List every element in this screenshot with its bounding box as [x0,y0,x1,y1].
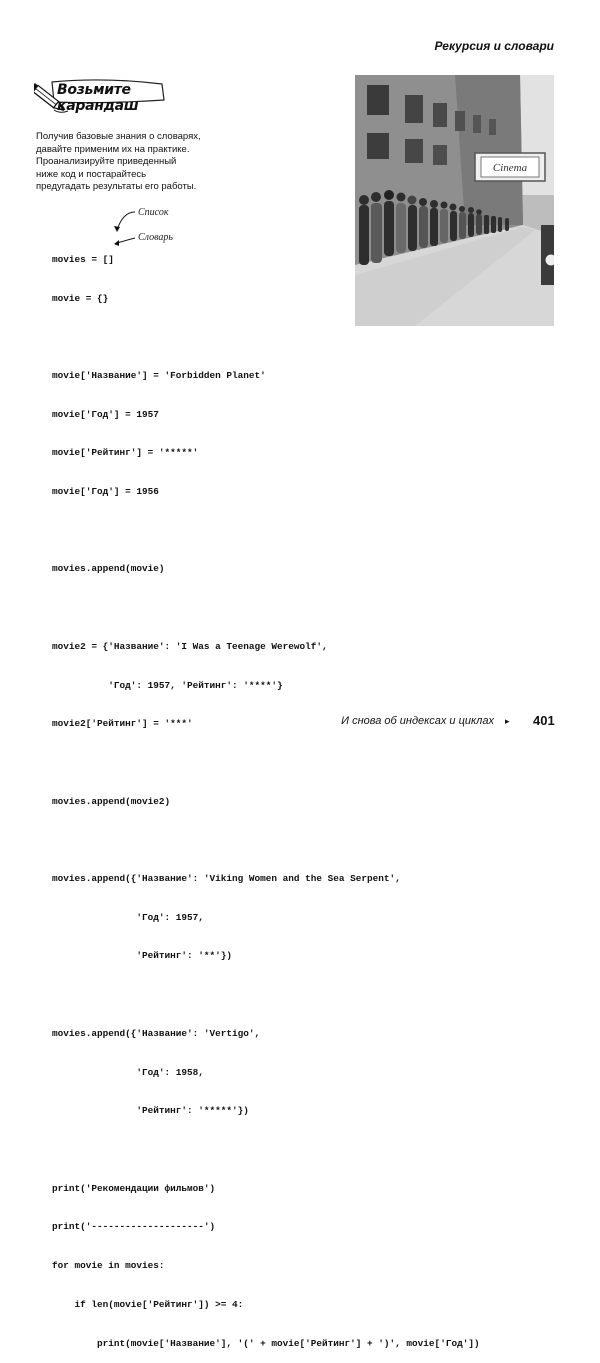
code-line: movie['Название'] = 'Forbidden Planet' [52,369,266,381]
code-line [52,834,480,847]
code-line [52,331,480,344]
code-line: 'Год': 1957, 'Рейтинг': '****'} [52,679,283,691]
intro-line: предугадать результаты его работы. [36,181,197,192]
chapter-title: Рекурсия и словари [434,39,554,53]
code-line: 'Рейтинг': '**'}) [52,950,233,962]
intro-line: давайте применим их на практике. [36,143,190,155]
code-line: print('Рекомендации фильмов') [52,1182,216,1194]
code-line [52,525,480,538]
code-line: movie2 = {'Название': 'I Was a Teenage Werewolf', [52,640,328,652]
code-line: movies.append({'Название': 'Vertigo', [52,1027,261,1039]
cinema-sign: Cinema [492,162,528,174]
dict-annotation: Словарь [138,232,173,243]
banner-title: Возьмите карандаш [57,82,139,114]
sharpen-pencil-banner [34,78,204,118]
code-line: movie['Рейтинг'] = '*****' [52,447,199,459]
code-line: movie['Год'] = 1957 [52,408,159,420]
intro-line: ниже код и постарайтесь [36,168,147,180]
list-annotation: Список [138,207,169,218]
code-line: 'Год': 1957, [52,911,204,923]
code-line: movie = {} [52,292,109,304]
footer-section-title: И снова об индексах и циклах [341,715,494,727]
code-line [52,1144,480,1157]
code-line: for movie in movies: [52,1260,165,1272]
triangle-right-icon: ▸ [505,716,510,726]
code-listing [52,228,480,1363]
code-line: 'Год': 1958, [52,1066,204,1078]
code-line: movie['Год'] = 1956 [52,486,159,498]
code-line: if len(movie['Рейтинг']) >= 4: [52,1298,244,1310]
code-line: movies = [] [52,253,114,265]
code-line: movies.append(movie) [52,563,165,575]
code-line [52,602,480,615]
code-line: print('--------------------') [52,1221,216,1233]
code-line [52,989,480,1002]
code-line: movies.append(movie2) [52,795,171,807]
intro-line: Получив базовые знания о словарях, [36,131,201,142]
intro-line: Проанализируйте приведенный [36,156,177,167]
code-line: movies.append({'Название': 'Viking Women and the Sea Serpent', [52,873,401,885]
intro-text [36,131,206,194]
code-line: 'Рейтинг': '*****'}) [52,1105,249,1117]
page-number: 401 [533,713,555,728]
code-line [52,757,480,770]
code-line: print(movie['Название'], '(' + movie['Рейтинг'] + ')', movie['Год']) [52,1337,480,1349]
code-line: movie2['Рейтинг'] = '***' [52,718,193,730]
